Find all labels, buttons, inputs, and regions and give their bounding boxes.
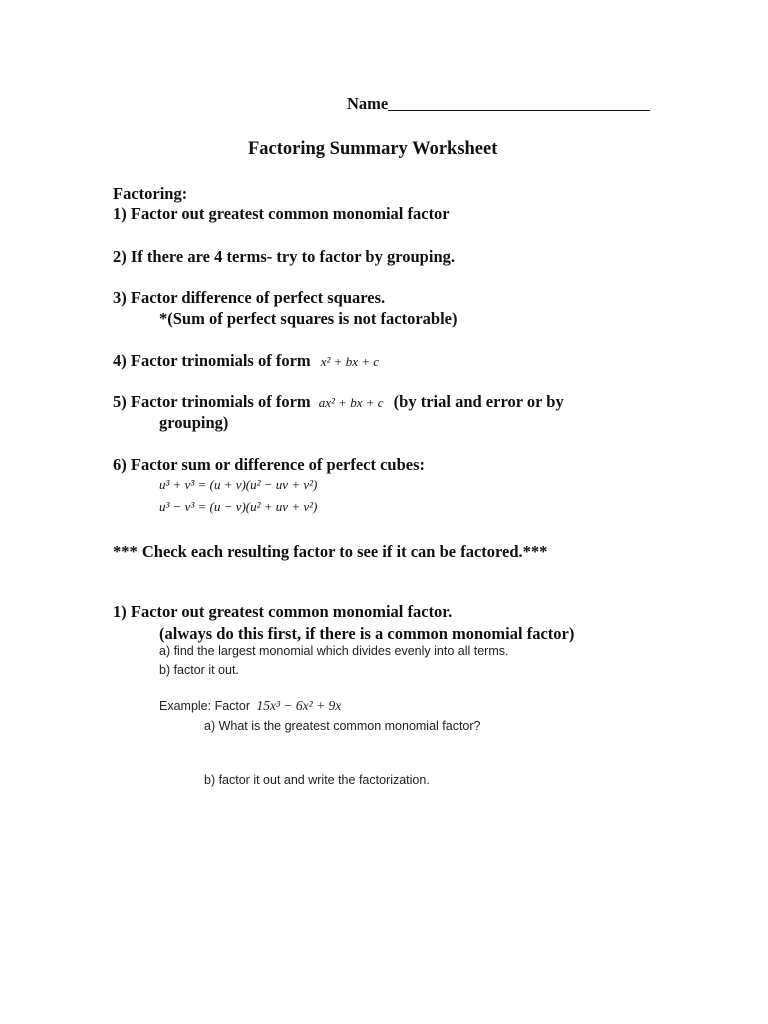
cube-difference-formula: u³ − v³ = (u − v)(u² + uv + v²) [159, 499, 318, 514]
summary-item-5-cont: grouping) [159, 413, 229, 432]
example-expression: 15x³ − 6x² + 9x [256, 698, 342, 713]
summary-heading: Factoring: [113, 184, 188, 203]
page-title: Factoring Summary Worksheet [248, 139, 498, 159]
step-a: a) find the largest monomial which divides evenly into all terms. [159, 644, 509, 658]
question-b: b) factor it out and write the factorization. [204, 773, 430, 787]
summary-item-1: 1) Factor out greatest common monomial factor [113, 204, 450, 223]
summary-item-2: 2) If there are 4 terms- try to factor by grouping. [113, 247, 455, 266]
summary-item-3-note: *(Sum of perfect squares is not factorable) [159, 309, 458, 328]
step-b: b) factor it out. [159, 663, 239, 677]
example-line [159, 699, 341, 713]
summary-item-6: 6) Factor sum or difference of perfect cubes: [113, 455, 426, 474]
formula-x2-bx-c: x² + bx + c [320, 354, 380, 369]
summary-item-5 [113, 394, 564, 411]
check-note: *** Check each resulting factor to see if it can be factored.*** [113, 542, 548, 561]
cube-sum-formula: u³ + v³ = (u + v)(u² − uv + v²) [159, 477, 318, 492]
question-a: a) What is the greatest common monomial factor? [204, 719, 481, 733]
formula-ax2-bx-c: ax² + bx + c [318, 395, 384, 410]
name-blank-line [388, 96, 650, 111]
section-1-subheading: (always do this first, if there is a common monomial factor) [159, 624, 575, 643]
section-1-heading: 1) Factor out greatest common monomial factor. [113, 602, 453, 621]
summary-item-4-label: 4) Factor trinomials of form [113, 351, 311, 370]
example-label: Example: Factor [159, 699, 251, 713]
name-field [347, 96, 650, 113]
summary-item-5-tail: (by trial and error or by [393, 392, 564, 411]
summary-item-3: 3) Factor difference of perfect squares. [113, 288, 386, 307]
name-label: Name [347, 94, 389, 113]
summary-item-4 [113, 353, 379, 370]
summary-item-5-label: 5) Factor trinomials of form [113, 392, 311, 411]
